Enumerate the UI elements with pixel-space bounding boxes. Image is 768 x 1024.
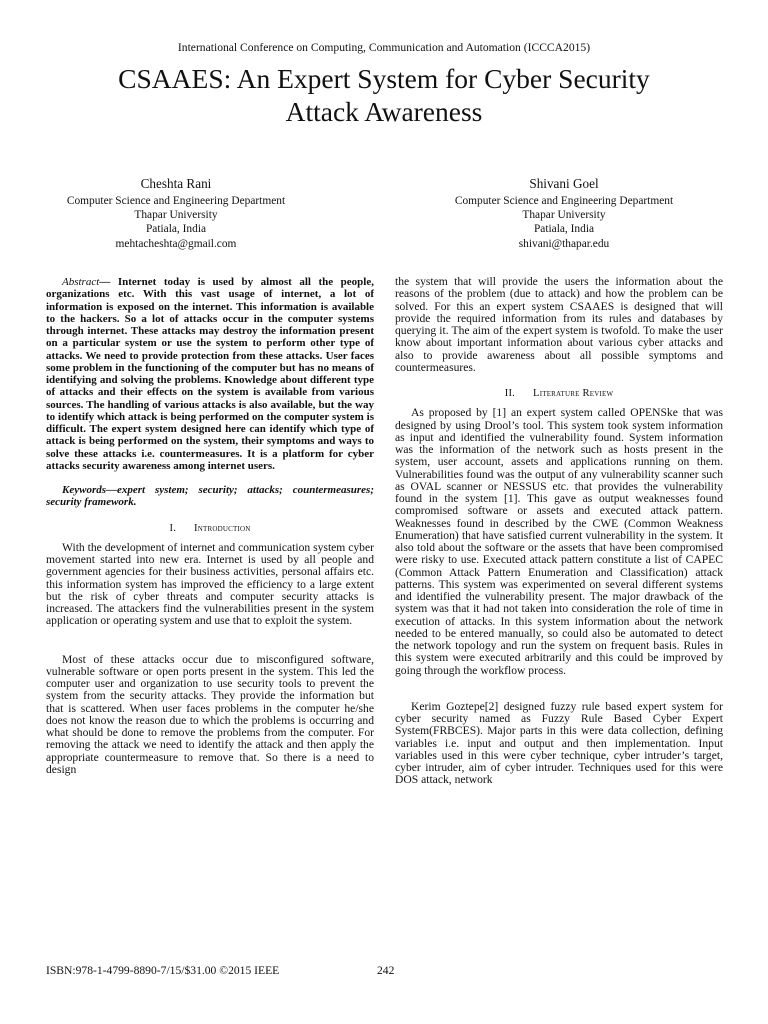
abstract [46, 276, 374, 472]
paragraph-gap [46, 628, 374, 654]
keywords-label: Keywords— [62, 484, 117, 496]
author-university: Thapar University [134, 209, 218, 222]
left-column [46, 276, 374, 776]
author-email: shivani@thapar.edu [518, 237, 610, 250]
conference-header: International Conference on Computing, Communication and Automation (ICCCA2015) [177, 41, 591, 54]
author-city: Patiala, India [145, 223, 207, 236]
section-numeral: II. [504, 388, 516, 399]
page-number: 242 [377, 964, 395, 977]
author-email: mehtacheshta@gmail.com [115, 237, 237, 250]
author-name: Shivani Goel [529, 176, 599, 191]
author-city: Patiala, India [533, 223, 595, 236]
title-line-1: CSAAES: An Expert System for Cyber Security [118, 63, 650, 94]
section-numeral: I. [169, 522, 177, 534]
author-name: Cheshta Rani [140, 176, 212, 191]
author-block-1 [16, 175, 336, 251]
paragraph-gap [395, 677, 723, 701]
footer-isbn: ISBN:978-1-4799-8890-7/15/$31.00 ©2015 IEEE [46, 964, 280, 977]
right-column [395, 276, 723, 787]
section-title: Introduction [194, 522, 251, 534]
title-line-2: Attack Awareness [285, 96, 483, 127]
paragraph: Most of these attacks occur due to misconfigured software, vulnerable software or open ports present in the system. This led the computer user and organization to use security tools to prevent the system from the security attacks. They provide the information but that is scattered. When user faces problems in the computer he/she does not know the reason due to which the problems is occurring and what should be done to remove the problems from the computer. For removing the attack we need to identify the attack and then apply the appropriate countermeasure to remove that. So there is a need to design [46, 652, 374, 776]
author-dept: Computer Science and Engineering Department [454, 195, 674, 207]
paper-title [0, 62, 768, 128]
section-heading-literature-review [395, 388, 723, 400]
paragraph: As proposed by [1] an expert system called OPENSke that was designed by using Drool’s tool. This system took system information as input and identified the vulnerability found. System information was the information of the network such as hosts present in the system, user account, assets and applications running on them. Vulnerabilities found was the output of any vulnerability scanner such as OVAL scanner or NESSUS etc. that provides the vulnerability found in the system [1]. This gave as output weaknesses found compromised software or assets and executed attack pattern. Weaknesses found in described by the CWE (Common Weakness Enumeration) that have satisfied current vulnerability in the system. It also told about the software or the assets that have been compromised were risky to use. Executed attack pattern constitute a list of CAPEC (Common Attack Pattern Enumeration and Classification) attack patterns. This system was experimented on several different systems and identified the vulnerability present. The major drawback of the system was that it had not taken into consideration the role of time in execution of attacks. In this system information about the network needed to be entered manually, so could also be automated to detect the network topology and run the system on frequent basis. Rules in this system were executed arbitrarily and this could be improved by going through the workflow process. [395, 406, 723, 677]
abstract-label: Abstract [62, 276, 100, 288]
keywords [46, 484, 374, 509]
abstract-text: — Internet today is used by almost all the people, organizations etc. With this vast usage of internet, a lot of information is exposed on the internet. This information is available to the hackers. So a lot of attacks occur in the computer systems through internet. These attacks may destroy the information present on a particular system or use the system to perform other type of attacks. We need to provide protection from these attacks. User faces some problem in the functioning of the computer but has no means of identifying and solving the problems. Knowledge about different type of attacks and their effects on the system is available from various sources. The handling of various attacks is also available, but the way to identify which attack is being performed on the computer system is difficult. The expert system designed here can identify which type of attack is being performed on the system, their symptoms and ways to solve these attacks i.e. countermeasures. It is a platform for cyber attacks security awareness among internet users. [46, 276, 374, 472]
paragraph: With the development of internet and communication system cyber movement started into new era. Internet is used by all people and government agencies for their business activities, personal affairs etc. this information system has improved the efficiency to a large extent but the risk of cyber threats and computer security attacks is increased. The attackers find the vulnerabilities present in the system application or operating system and use that to exploit the system. [46, 540, 374, 628]
keywords-text: expert system; security; attacks; countermeasures; security framework. [46, 484, 374, 509]
paragraph: the system that will provide the users the information about the reasons of the problem (due to attack) and how the problem can be solved. For this an expert system CSAAES is designed that will provide the required information from its rules and databases by querying it. The aim of the expert system is twofold. To make the user know about important information about various cyber attacks and also to provide awareness about all possible symptoms and countermeasures. [395, 275, 723, 374]
paragraph: Kerim Goztepe[2] designed fuzzy rule based expert system for cyber security named as Fuzzy Rule Based Cyber Expert System(FRBCES). Major parts in this were data collection, defining variables i.e. input and output and then implementation. Input variables used in this were cyber technique, cyber intruder’s target, cyber intruder, aim of cyber intruder. Techniques used for this were DOS attack, network [395, 699, 723, 787]
author-block-2 [404, 175, 724, 251]
section-title: Literature Review [533, 388, 614, 399]
author-dept: Computer Science and Engineering Department [66, 195, 286, 207]
author-university: Thapar University [522, 209, 606, 222]
section-heading-introduction [46, 523, 374, 535]
